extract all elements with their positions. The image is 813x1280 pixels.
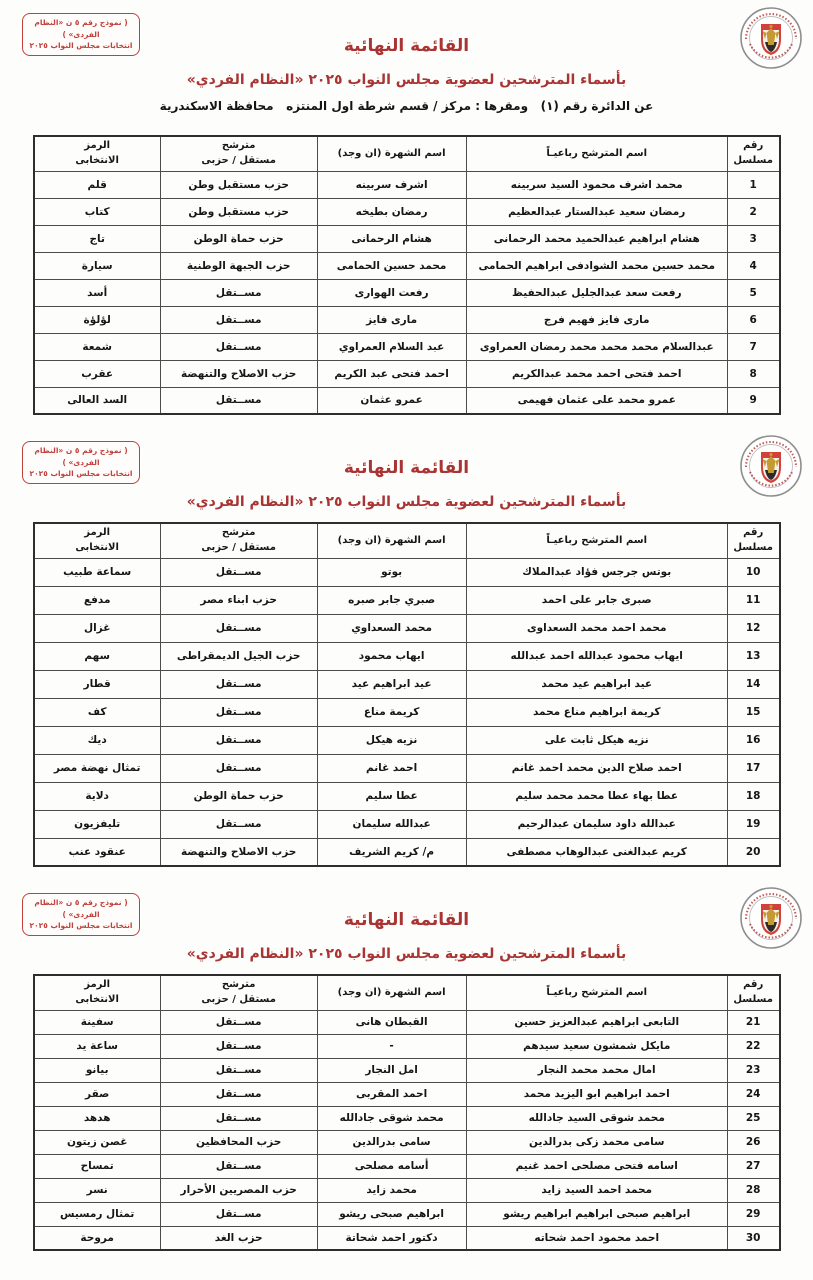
known-name-cell: أسامه مصلحى [317,1154,466,1178]
candidate-row [34,387,780,414]
known-name-cell: عيد ابراهيم عيد [317,670,466,698]
known-name-cell: رمضان بطيخه [317,198,466,225]
symbol-cell: نسر [34,1178,161,1202]
col-candidate-name: اسم المترشح رباعيـاً [466,975,727,1010]
page-title: القائمة النهائية [343,458,470,478]
symbol-cell: قلم [34,171,161,198]
party-cell: مســتقل [160,670,317,698]
candidate-row [34,279,780,306]
candidate-name-cell: كريمة ابراهيم مناع محمد [466,698,727,726]
serial-cell: 22 [727,1034,779,1058]
candidate-row [34,1034,780,1058]
candidate-name-cell: سامى محمد زكى بدرالدين [466,1130,727,1154]
col-party: مترشح مستقل / حزبى [160,975,317,1010]
candidate-row [34,726,780,754]
candidate-row [34,614,780,642]
candidate-name-cell: صبرى جابر على احمد [466,586,727,614]
party-cell: مســتقل [160,1058,317,1082]
known-name-cell: ايهاب محمود [317,642,466,670]
party-cell: مســتقل [160,333,317,360]
candidate-name-cell: محمد احمد السيد زايد [466,1178,727,1202]
symbol-cell: غزال [34,614,161,642]
symbol-cell: كف [34,698,161,726]
candidate-name-cell: مارى فايز فهيم فرج [466,306,727,333]
candidate-row [34,171,780,198]
candidate-name-cell: محمد اشرف محمود السيد سربينه [466,171,727,198]
serial-cell: 12 [727,614,779,642]
serial-cell: 17 [727,754,779,782]
party-cell: مســتقل [160,614,317,642]
serial-cell: 6 [727,306,779,333]
col-serial: رقم مسلسل [727,975,779,1010]
known-name-cell: مارى فايز [317,306,466,333]
candidate-row [34,198,780,225]
candidate-name-cell: عطا بهاء عطا محمد محمد سليم [466,782,727,810]
candidate-name-cell: رمضان سعيد عبدالستار عبدالعظيم [466,198,727,225]
symbol-cell: تاج [34,225,161,252]
party-cell: مســتقل [160,1034,317,1058]
candidate-row [34,782,780,810]
candidate-list-sheet-1 [0,0,813,415]
known-name-cell: احمد غانم [317,754,466,782]
serial-cell: 27 [727,1154,779,1178]
known-name-cell: عبدالله سليمان [317,810,466,838]
candidate-name-cell: عمرو محمد على عثمان فهيمى [466,387,727,414]
known-name-cell: احمد فتحى عبد الكريم [317,360,466,387]
col-serial: رقم مسلسل [727,136,779,171]
page-subtitle: بأسماء المترشحين لعضوية مجلس النواب ٢٠٢٥ «النظام الفردي» [186,494,627,510]
symbol-cell: كتاب [34,198,161,225]
candidate-name-cell: بوتس جرجس فؤاد عبدالملاك [466,558,727,586]
party-cell: حزب حماة الوطن [160,225,317,252]
candidate-row [34,1178,780,1202]
serial-cell: 24 [727,1082,779,1106]
candidate-name-cell: احمد صلاح الدين محمد احمد غانم [466,754,727,782]
form-number-badge [22,441,140,484]
col-symbol: الرمز الانتخابى [34,975,161,1010]
col-symbol: الرمز الانتخابى [34,523,161,558]
serial-cell: 16 [727,726,779,754]
serial-cell: 26 [727,1130,779,1154]
party-cell: مســتقل [160,1082,317,1106]
known-name-cell: كريمة مناع [317,698,466,726]
col-known-name: اسم الشهرة (ان وجد) [317,523,466,558]
candidates-table [33,135,781,415]
candidate-name-cell: محمد احمد محمد السعداوى [466,614,727,642]
party-cell: مســتقل [160,726,317,754]
candidate-name-cell: التابعى ابراهيم عبدالعزيز حسين [466,1010,727,1034]
col-known-name: اسم الشهرة (ان وجد) [317,975,466,1010]
candidate-name-cell: رفعت سعد عبدالجليل عبدالحفيظ [466,279,727,306]
table-header-row [34,523,780,558]
known-name-cell: بوتو [317,558,466,586]
known-name-cell: سامى بدرالدين [317,1130,466,1154]
party-cell: حزب المحافظين [160,1130,317,1154]
col-candidate-name: اسم المترشح رباعيـاً [466,136,727,171]
candidate-row [34,698,780,726]
col-candidate-name: اسم المترشح رباعيـاً [466,523,727,558]
serial-cell: 29 [727,1202,779,1226]
candidate-name-cell: نزيه هيكل ثابت على [466,726,727,754]
candidate-row [34,225,780,252]
egypt-eagle-emblem-icon [739,434,803,498]
candidate-row [34,586,780,614]
party-cell: مســتقل [160,1106,317,1130]
candidates-table [33,974,781,1251]
candidate-row [34,1202,780,1226]
page-subtitle: بأسماء المترشحين لعضوية مجلس النواب ٢٠٢٥ «النظام الفردي» [186,946,627,962]
serial-cell: 30 [727,1226,779,1250]
serial-cell: 23 [727,1058,779,1082]
party-cell: حزب الغد [160,1226,317,1250]
candidate-name-cell: امال محمد محمد النجار [466,1058,727,1082]
candidate-row [34,306,780,333]
party-cell: مســتقل [160,306,317,333]
candidate-row [34,1010,780,1034]
candidate-row [34,333,780,360]
party-cell: مســتقل [160,558,317,586]
serial-cell: 18 [727,782,779,810]
candidate-row [34,558,780,586]
candidate-name-cell: احمد ابراهيم ابو اليزيد محمد [466,1082,727,1106]
party-cell: مســتقل [160,1202,317,1226]
candidate-row [34,1106,780,1130]
known-name-cell: احمد المقربى [317,1082,466,1106]
symbol-cell: قطار [34,670,161,698]
form-badge-line2: انتخابات مجلس النواب ٢٠٢٥ [29,469,133,479]
form-badge-line1: ( نموذج رقم ٥ ن «النظام الفردى» ) [34,446,128,467]
symbol-cell: شمعة [34,333,161,360]
known-name-cell: نزيه هيكل [317,726,466,754]
known-name-cell: عطا سليم [317,782,466,810]
party-cell: مســتقل [160,754,317,782]
candidate-row [34,252,780,279]
serial-cell: 11 [727,586,779,614]
known-name-cell: م/ كريم الشريف [317,838,466,866]
known-name-cell: امل النجار [317,1058,466,1082]
candidate-name-cell: محمد حسين محمد الشوادفى ابراهيم الحمامى [466,252,727,279]
candidate-name-cell: عيد ابراهيم عيد محمد [466,670,727,698]
serial-cell: 9 [727,387,779,414]
col-party: مترشح مستقل / حزبى [160,523,317,558]
page-title: القائمة النهائية [343,36,470,56]
serial-cell: 5 [727,279,779,306]
party-cell: حزب الاصلاح والتنهضة [160,838,317,866]
party-cell: حزب مستقبل وطن [160,198,317,225]
known-name-cell: محمد شوقى جادالله [317,1106,466,1130]
col-serial: رقم مسلسل [727,523,779,558]
candidates-table [33,522,781,867]
symbol-cell: عقرب [34,360,161,387]
col-symbol: الرمز الانتخابى [34,136,161,171]
page-subtitle: بأسماء المترشحين لعضوية مجلس النواب ٢٠٢٥ «النظام الفردي» [186,72,627,88]
known-name-cell: - [317,1034,466,1058]
symbol-cell: سماعة طبيب [34,558,161,586]
candidate-row [34,1226,780,1250]
known-name-cell: عبد السلام العمراوي [317,333,466,360]
known-name-cell: صبري جابر صبره [317,586,466,614]
party-cell: حزب ابناء مصر [160,586,317,614]
candidate-name-cell: مايكل شمشون سعيد سيدهم [466,1034,727,1058]
symbol-cell: سهم [34,642,161,670]
known-name-cell: هشام الرحمانى [317,225,466,252]
candidate-row [34,360,780,387]
symbol-cell: ساعة يد [34,1034,161,1058]
serial-cell: 25 [727,1106,779,1130]
party-cell: مســتقل [160,387,317,414]
serial-cell: 4 [727,252,779,279]
candidate-row [34,810,780,838]
candidate-row [34,670,780,698]
symbol-cell: غصن زيتون [34,1130,161,1154]
party-cell: مســتقل [160,1154,317,1178]
serial-cell: 15 [727,698,779,726]
candidate-name-cell: اسامه فتحى مصلحى احمد غنيم [466,1154,727,1178]
form-badge-line2: انتخابات مجلس النواب ٢٠٢٥ [29,41,133,51]
col-known-name: اسم الشهرة (ان وجد) [317,136,466,171]
symbol-cell: تمساح [34,1154,161,1178]
candidate-name-cell: هشام ابراهيم عبدالحميد محمد الرحمانى [466,225,727,252]
party-cell: حزب المصريين الأحرار [160,1178,317,1202]
symbol-cell: مروحة [34,1226,161,1250]
serial-cell: 19 [727,810,779,838]
candidate-row [34,1130,780,1154]
known-name-cell: محمد زايد [317,1178,466,1202]
serial-cell: 28 [727,1178,779,1202]
party-cell: مســتقل [160,1010,317,1034]
symbol-cell: تمثال رمسيس [34,1202,161,1226]
known-name-cell: عمرو عثمان [317,387,466,414]
serial-cell: 3 [727,225,779,252]
symbol-cell: دلاية [34,782,161,810]
party-cell: حزب الجبهة الوطنية [160,252,317,279]
candidate-name-cell: ابراهيم صبحى ابراهيم ابراهيم ريشو [466,1202,727,1226]
symbol-cell: تمثال نهضة مصر [34,754,161,782]
symbol-cell: أسد [34,279,161,306]
candidate-name-cell: احمد فتحى احمد محمد عبدالكريم [466,360,727,387]
candidate-row [34,838,780,866]
symbol-cell: عنقود عنب [34,838,161,866]
known-name-cell: اشرف سربينه [317,171,466,198]
party-cell: حزب الاصلاح والتنهضة [160,360,317,387]
symbol-cell: بيانو [34,1058,161,1082]
candidate-row [34,642,780,670]
symbol-cell: لؤلؤة [34,306,161,333]
candidate-row [34,1082,780,1106]
serial-cell: 20 [727,838,779,866]
candidate-name-cell: كريم عبدالغنى عبدالوهاب مصطفى [466,838,727,866]
district-line: عن الدائرة رقم (١) ومقرها : مركز / قسم شرطة اول المنتزه محافظة الاسكندرية [159,99,654,113]
col-party: مترشح مستقل / حزبى [160,136,317,171]
symbol-cell: السد العالى [34,387,161,414]
party-cell: مســتقل [160,810,317,838]
known-name-cell: رفعت الهوارى [317,279,466,306]
serial-cell: 13 [727,642,779,670]
party-cell: مســتقل [160,698,317,726]
candidate-name-cell: عبدالله داود سليمان عبدالرحيم [466,810,727,838]
candidate-name-cell: احمد محمود احمد شحاته [466,1226,727,1250]
form-badge-line2: انتخابات مجلس النواب ٢٠٢٥ [29,921,133,931]
table-header-row [34,975,780,1010]
party-cell: حزب الجيل الديمقراطى [160,642,317,670]
candidate-name-cell: ايهاب محمود عبدالله احمد عبدالله [466,642,727,670]
known-name-cell: دكتور احمد شحاتة [317,1226,466,1250]
symbol-cell: صقر [34,1082,161,1106]
party-cell: حزب حماة الوطن [160,782,317,810]
symbol-cell: سفينة [34,1010,161,1034]
serial-cell: 7 [727,333,779,360]
egypt-eagle-emblem-icon [739,886,803,950]
known-name-cell: محمد السعداوي [317,614,466,642]
candidate-name-cell: محمد شوقى السيد جادالله [466,1106,727,1130]
candidate-name-cell: عبدالسلام محمد محمد محمد رمضان العمراوى [466,333,727,360]
form-badge-line1: ( نموذج رقم ٥ ن «النظام الفردى» ) [34,18,128,39]
serial-cell: 2 [727,198,779,225]
form-badge-line1: ( نموذج رقم ٥ ن «النظام الفردى» ) [34,898,128,919]
form-number-badge [22,893,140,936]
page-title: القائمة النهائية [343,910,470,930]
known-name-cell: القبطان هانى [317,1010,466,1034]
serial-cell: 1 [727,171,779,198]
party-cell: حزب مستقبل وطن [160,171,317,198]
symbol-cell: سيارة [34,252,161,279]
candidate-row [34,1154,780,1178]
serial-cell: 8 [727,360,779,387]
symbol-cell: ديك [34,726,161,754]
serial-cell: 14 [727,670,779,698]
serial-cell: 21 [727,1010,779,1034]
known-name-cell: محمد حسين الحمامى [317,252,466,279]
candidate-row [34,1058,780,1082]
symbol-cell: تليفزيون [34,810,161,838]
candidate-list-sheet-2 [0,428,813,867]
symbol-cell: مدفع [34,586,161,614]
candidate-list-sheet-3 [0,880,813,1251]
candidate-row [34,754,780,782]
symbol-cell: هدهد [34,1106,161,1130]
party-cell: مســتقل [160,279,317,306]
egypt-eagle-emblem-icon [739,6,803,70]
serial-cell: 10 [727,558,779,586]
known-name-cell: ابراهيم صبحى ريشو [317,1202,466,1226]
form-number-badge [22,13,140,56]
table-header-row [34,136,780,171]
